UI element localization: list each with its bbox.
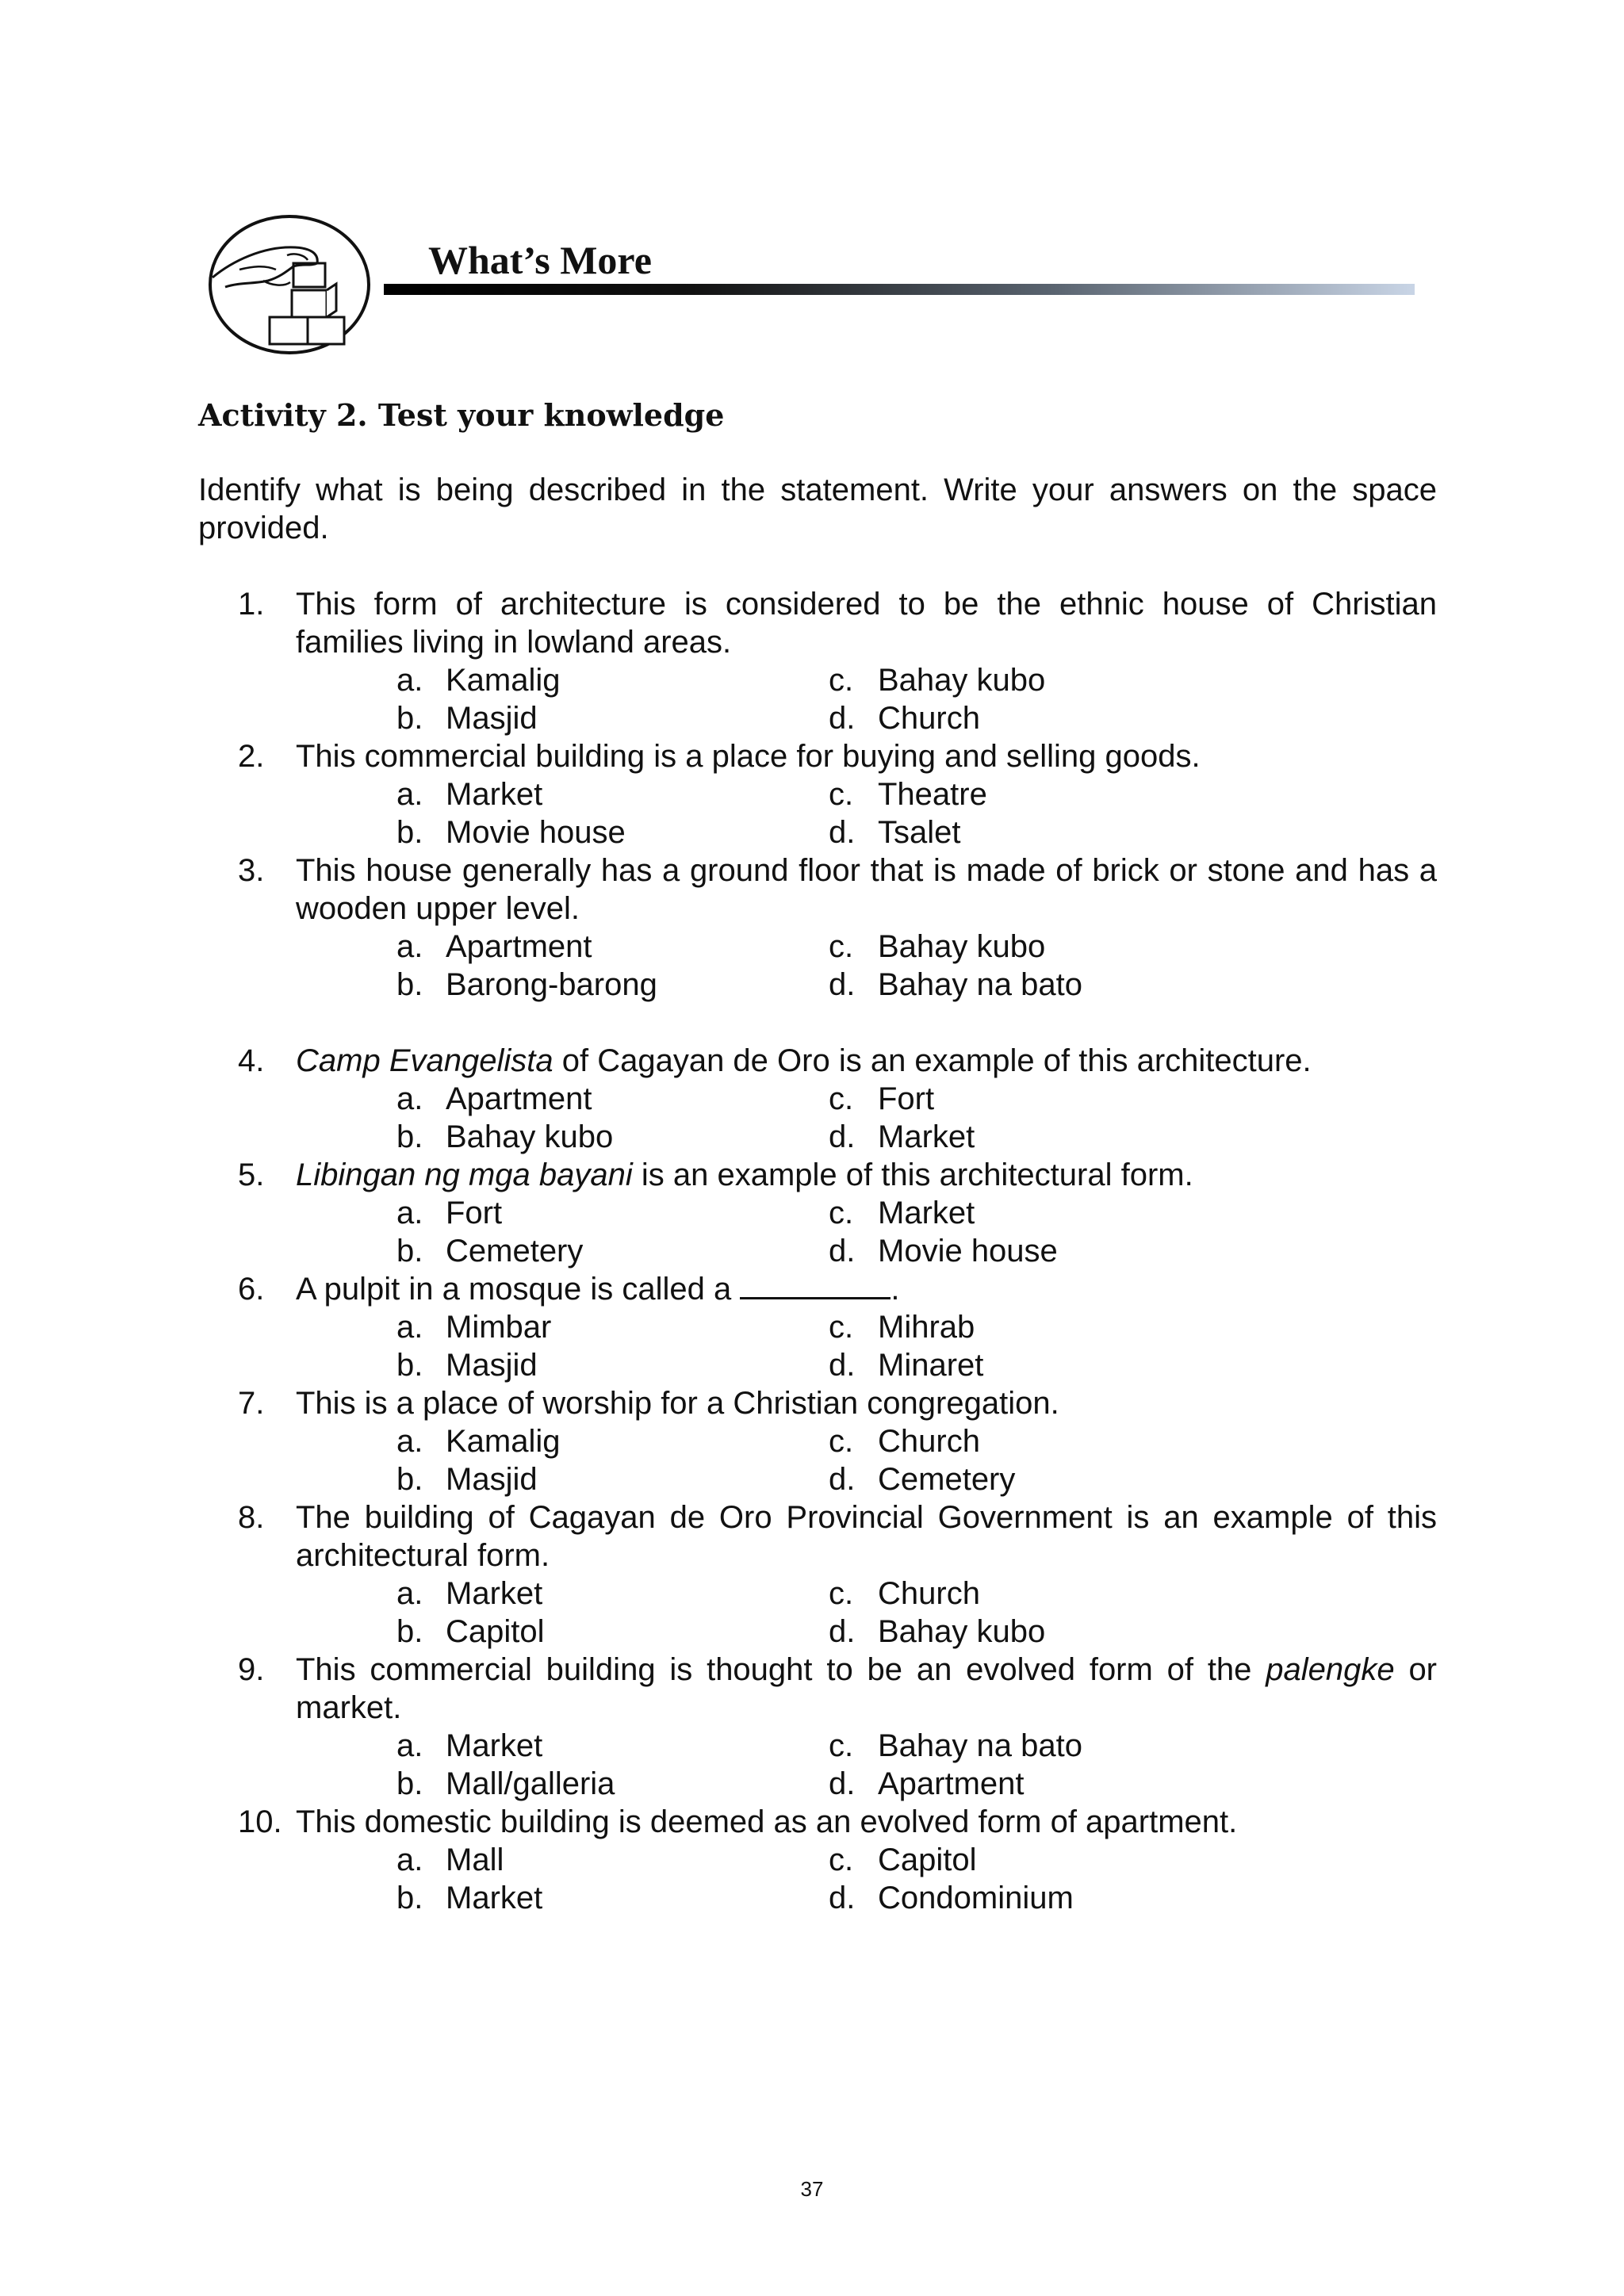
section-title: What’s More — [428, 238, 652, 282]
question-text-italic: palengke — [1266, 1652, 1395, 1687]
option-label: Tsalet — [878, 815, 961, 850]
activity-title: Activity 2. Test your knowledge — [198, 397, 725, 433]
option-letter: a. — [396, 1424, 423, 1459]
question-text-rest: or market. — [296, 1652, 1438, 1725]
option-a — [396, 1841, 504, 1879]
option-letter: c. — [829, 1843, 854, 1877]
question-number: 5. — [238, 1158, 265, 1192]
question-text-end: . — [891, 1272, 900, 1307]
option-letter: d. — [829, 967, 856, 1002]
option-d — [829, 1765, 1025, 1803]
option-label: Barong-barong — [446, 967, 657, 1002]
question-text-italic: Libingan ng mga bayani — [296, 1158, 633, 1192]
option-b — [396, 1613, 545, 1651]
option-d — [829, 1232, 1058, 1270]
option-letter: a. — [396, 1576, 423, 1611]
option-letter: c. — [829, 1196, 854, 1230]
question-text: This house generally has a ground floor that is made of brick or stone and has a wooden upper level. — [296, 853, 1437, 926]
option-letter: c. — [829, 1310, 854, 1345]
option-label: Apartment — [446, 929, 592, 964]
option-c — [829, 1841, 977, 1879]
question-number: 3. — [238, 853, 265, 888]
option-label: Kamalig — [446, 1424, 561, 1459]
option-label: Church — [878, 701, 980, 736]
question-number: 6. — [238, 1272, 265, 1307]
question-text-rest: is an example of this architectural form. — [632, 1158, 1193, 1192]
option-label: Bahay kubo — [878, 929, 1046, 964]
option-label: Capitol — [878, 1843, 977, 1877]
option-label: Condominium — [878, 1881, 1074, 1915]
option-label: Fort — [878, 1081, 935, 1116]
option-d — [829, 699, 980, 737]
question-text: This commercial building is a place for buying and selling goods. — [296, 739, 1201, 774]
option-a — [396, 1080, 592, 1118]
option-label: Bahay kubo — [446, 1119, 614, 1154]
option-label: Fort — [446, 1196, 503, 1230]
option-b — [396, 1232, 583, 1270]
option-c — [829, 775, 987, 813]
option-label: Church — [878, 1424, 980, 1459]
option-letter: a. — [396, 1081, 423, 1116]
option-a — [396, 1575, 542, 1613]
option-label: Movie house — [446, 815, 626, 850]
question-number: 9. — [238, 1652, 265, 1687]
option-label: Movie house — [878, 1234, 1058, 1269]
option-d — [829, 966, 1082, 1004]
option-b — [396, 699, 538, 737]
option-letter: b. — [396, 1881, 423, 1915]
question-number: 4. — [238, 1043, 265, 1078]
option-d — [829, 1346, 983, 1384]
instructions: Identify what is being described in the statement. Write your answers on the space provided. — [198, 473, 1437, 545]
option-c — [829, 661, 1045, 699]
option-label: Mall — [446, 1843, 504, 1877]
question-text — [296, 1042, 1437, 1080]
option-label: Market — [446, 1881, 543, 1915]
option-label: Mall/galleria — [446, 1766, 615, 1801]
question-number: 8. — [238, 1500, 265, 1535]
option-b — [396, 1765, 615, 1803]
option-letter: c. — [829, 1081, 854, 1116]
option-letter: a. — [396, 777, 423, 812]
option-c — [829, 1575, 980, 1613]
option-letter: c. — [829, 777, 854, 812]
option-label: Market — [446, 1576, 543, 1611]
option-letter: a. — [396, 663, 423, 698]
option-b — [396, 1118, 613, 1156]
option-c — [829, 1308, 975, 1346]
option-label: Market — [878, 1119, 975, 1154]
option-letter: d. — [829, 1348, 856, 1383]
option-a — [396, 661, 561, 699]
option-letter: b. — [396, 815, 423, 850]
option-letter: a. — [396, 1843, 423, 1877]
option-b — [396, 1460, 538, 1498]
option-letter: d. — [829, 1766, 856, 1801]
option-letter: c. — [829, 1424, 854, 1459]
option-label: Cemetery — [446, 1234, 584, 1269]
option-label: Market — [446, 1728, 543, 1763]
option-letter: d. — [829, 1614, 856, 1649]
option-d — [829, 1879, 1074, 1917]
option-letter: b. — [396, 1614, 423, 1649]
option-a — [396, 1194, 502, 1232]
option-letter: a. — [396, 1728, 423, 1763]
option-letter: b. — [396, 1766, 423, 1801]
option-letter: b. — [396, 1348, 423, 1383]
option-label: Bahay kubo — [878, 1614, 1046, 1649]
question-text — [296, 1651, 1437, 1727]
page-number: 37 — [800, 2177, 824, 2201]
question-text — [296, 1270, 1437, 1308]
option-label: Minaret — [878, 1348, 984, 1383]
option-a — [396, 928, 592, 966]
question-text: This domestic building is deemed as an evolved form of apartment. — [296, 1804, 1238, 1839]
option-label: Masjid — [446, 1348, 538, 1383]
option-letter: d. — [829, 815, 856, 850]
question-text-main: A pulpit in a mosque is called a — [296, 1272, 732, 1307]
option-c — [829, 1080, 934, 1118]
option-letter: d. — [829, 1881, 856, 1915]
question-text-rest: of Cagayan de Oro is an example of this architecture. — [553, 1043, 1312, 1078]
question-text: This is a place of worship for a Christian congregation. — [296, 1386, 1059, 1421]
option-letter: c. — [829, 1728, 854, 1763]
option-label: Apartment — [446, 1081, 592, 1116]
option-letter: c. — [829, 929, 854, 964]
question-text-pre: This commercial building is thought to be an evolved form of the — [296, 1652, 1266, 1687]
option-label: Market — [446, 777, 543, 812]
option-label: Kamalig — [446, 663, 561, 698]
option-a — [396, 1727, 542, 1765]
option-label: Bahay kubo — [878, 663, 1046, 698]
option-label: Market — [878, 1196, 975, 1230]
question-text: This form of architecture is considered to be the ethnic house of Christian families living in lowland areas. — [296, 587, 1437, 660]
option-d — [829, 1460, 1015, 1498]
option-letter: b. — [396, 1462, 423, 1497]
option-label: Church — [878, 1576, 980, 1611]
option-letter: d. — [829, 701, 856, 736]
option-c — [829, 1422, 980, 1460]
option-c — [829, 1727, 1082, 1765]
option-b — [396, 813, 626, 851]
question-number: 10. — [238, 1804, 282, 1839]
option-label: Masjid — [446, 1462, 538, 1497]
option-letter: b. — [396, 701, 423, 736]
question-text: The building of Cagayan de Oro Provincial Government is an example of this architectural form. — [296, 1500, 1437, 1573]
option-d — [829, 813, 961, 851]
option-letter: a. — [396, 1310, 423, 1345]
option-a — [396, 1308, 551, 1346]
option-a — [396, 775, 542, 813]
option-b — [396, 1346, 538, 1384]
option-c — [829, 928, 1045, 966]
option-label: Mimbar — [446, 1310, 552, 1345]
option-d — [829, 1118, 975, 1156]
option-label: Apartment — [878, 1766, 1025, 1801]
question-number: 7. — [238, 1386, 265, 1421]
option-letter: b. — [396, 1234, 423, 1269]
option-letter: c. — [829, 663, 854, 698]
option-letter: c. — [829, 1576, 854, 1611]
option-label: Cemetery — [878, 1462, 1016, 1497]
option-letter: d. — [829, 1119, 856, 1154]
option-label: Mihrab — [878, 1310, 975, 1345]
option-label: Theatre — [878, 777, 987, 812]
question-text — [296, 1156, 1437, 1194]
option-c — [829, 1194, 975, 1232]
option-letter: d. — [829, 1462, 856, 1497]
option-label: Capitol — [446, 1614, 545, 1649]
answer-blank-line — [740, 1273, 891, 1299]
option-label: Masjid — [446, 701, 538, 736]
question-text-italic: Camp Evangelista — [296, 1043, 553, 1078]
option-label: Bahay na bato — [878, 1728, 1082, 1763]
option-letter: a. — [396, 1196, 423, 1230]
option-d — [829, 1613, 1045, 1651]
option-a — [396, 1422, 561, 1460]
option-letter: a. — [396, 929, 423, 964]
option-letter: b. — [396, 1119, 423, 1154]
question-number: 2. — [238, 739, 265, 774]
question-number: 1. — [238, 587, 265, 622]
option-letter: b. — [396, 967, 423, 1002]
option-b — [396, 966, 657, 1004]
option-label: Bahay na bato — [878, 967, 1082, 1002]
option-letter: d. — [829, 1234, 856, 1269]
option-b — [396, 1879, 542, 1917]
